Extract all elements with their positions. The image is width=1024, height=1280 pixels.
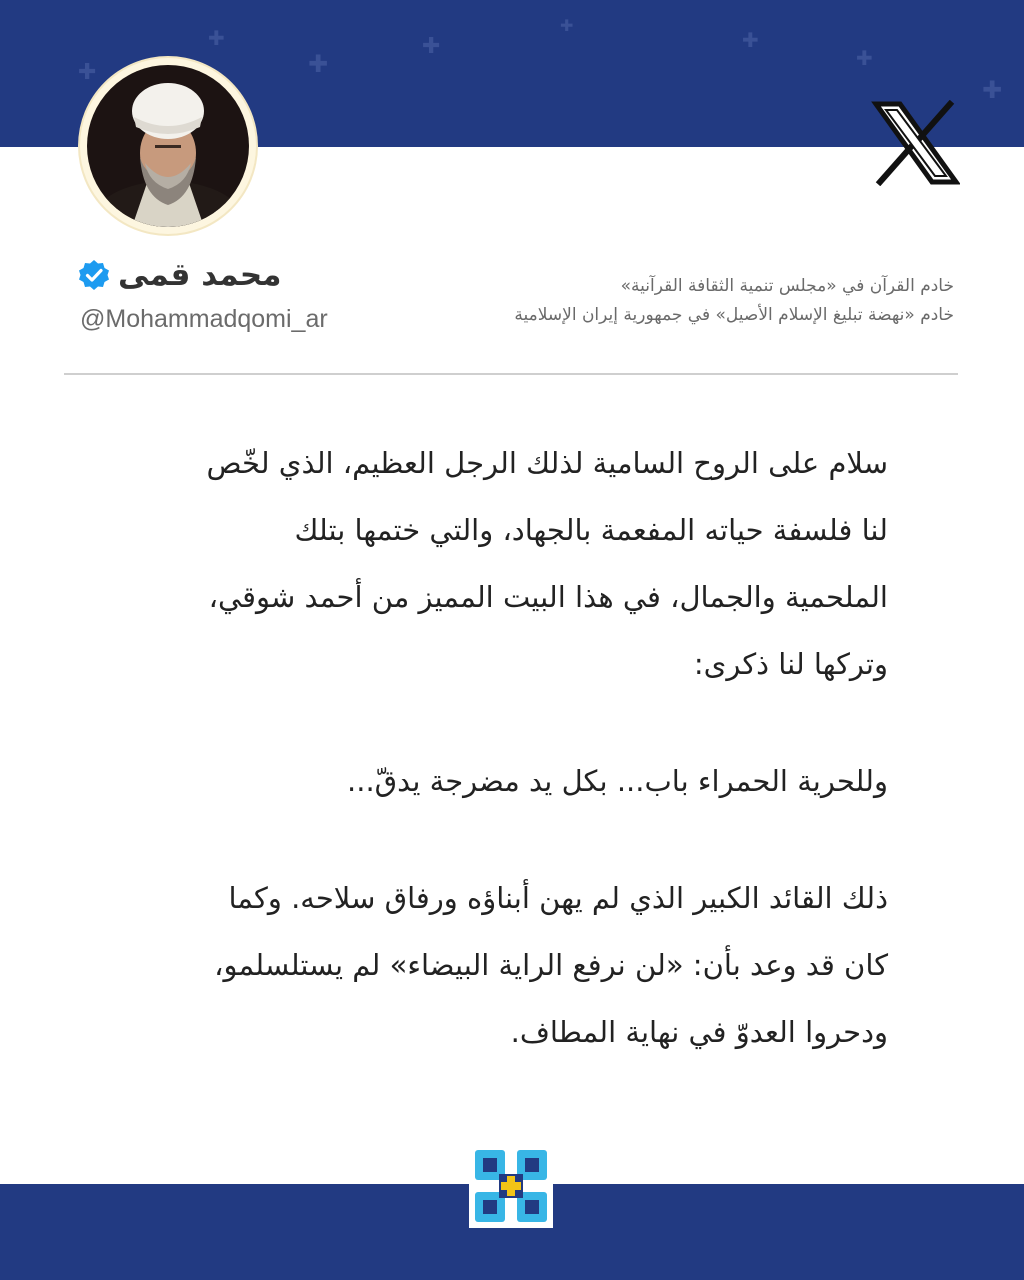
profile-photo xyxy=(87,65,249,227)
x-logo-icon xyxy=(870,100,960,186)
tweet-line: لنا فلسفة حياته المفعمة بالجهاد، والتي ختمها بتلك xyxy=(294,513,888,547)
pattern-icon: ✚ xyxy=(78,60,97,85)
tweet-paragraph xyxy=(128,430,888,698)
tweet-line: وللحرية الحمراء باب... بكل يد مضرجة يدقّ... xyxy=(347,764,888,798)
profile-handle[interactable]: @Mohammadqomi_ar xyxy=(80,305,328,333)
tweet-paragraph xyxy=(128,865,888,1066)
tweet-line: وتركها لنا ذكرى: xyxy=(693,647,888,681)
pattern-icon: ✚ xyxy=(982,76,1003,104)
bio-line: خادم القرآن في «مجلس تنمية الثقافة القرآنية» xyxy=(620,276,954,296)
pattern-icon: ✚ xyxy=(742,28,759,52)
pattern-icon: ✚ xyxy=(422,34,441,59)
tweet-line: الملحمية والجمال، في هذا البيت المميز من أحمد شوقي، xyxy=(208,580,888,614)
pattern-icon: ✚ xyxy=(308,50,329,78)
tweet-line: سلام على الروح السامية لذلك الرجل العظيم، الذي لخّص xyxy=(206,446,888,480)
avatar[interactable] xyxy=(80,58,256,234)
profile-name-row xyxy=(78,252,281,298)
tweet-line: كان قد وعد بأن: «لن نرفع الراية البيضاء» لم يستلسلمو، xyxy=(214,948,888,982)
tweet-line: ودحروا العدوّ في نهاية المطاف. xyxy=(510,1015,888,1049)
tweet-paragraph xyxy=(128,748,888,815)
profile-name[interactable]: محمد قمی xyxy=(118,257,282,293)
divider xyxy=(64,373,958,375)
pattern-icon: ✚ xyxy=(208,26,225,50)
pattern-icon: ✚ xyxy=(856,46,873,70)
emblem-icon xyxy=(469,1144,553,1228)
tweet-body xyxy=(128,430,888,1066)
verified-badge-icon xyxy=(78,259,110,291)
tweet-line: ذلك القائد الكبير الذي لم يهن أبناؤه ورفاق سلاحه. وكما xyxy=(228,881,888,915)
pattern-icon: ✚ xyxy=(560,16,574,35)
profile-bio xyxy=(394,272,954,330)
bio-line: خادم «نهضة تبليغ الإسلام الأصيل» في جمهورية إيران الإسلامية xyxy=(514,305,954,325)
